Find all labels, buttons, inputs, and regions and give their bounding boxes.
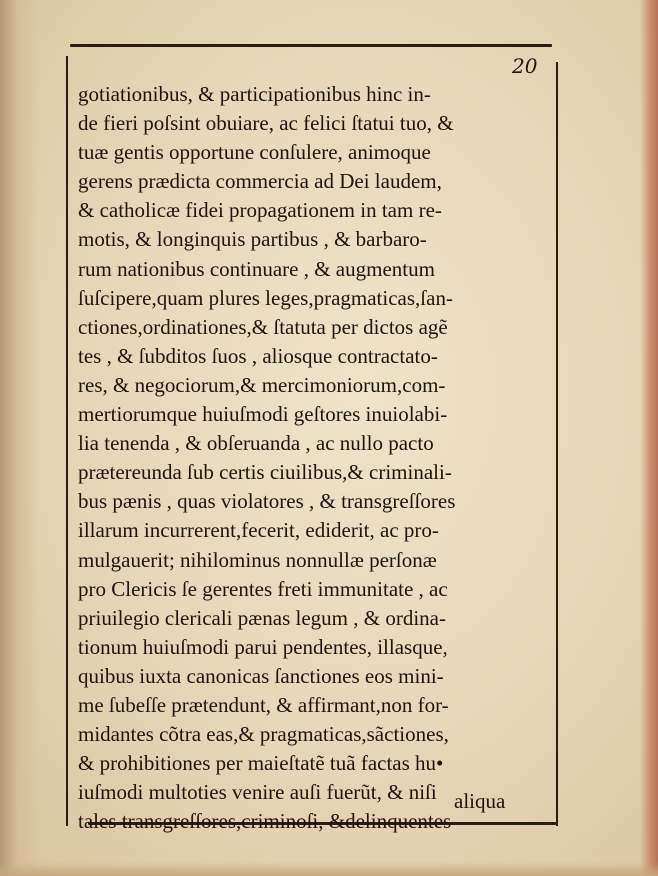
text-line: res, & negociorum,& mercimoniorum,com- [78,372,446,397]
text-line: rum nationibus continuare , & augmentum [78,256,435,281]
text-line: iuſmodi multoties venire auſi fuerũt, & niſi [78,780,437,805]
text-line: priuilegio clericali pænas legum , & ordina- [78,605,446,630]
text-line: illarum incurrerent,fecerit, ediderit, ac pro- [78,518,439,543]
text-line: de fieri poſsint obuiare, ac felici ſtatui tuo, & [78,111,454,136]
text-line: prætereunda ſub certis ciuilibus,& criminali- [78,460,452,485]
gutter-shadow [0,0,40,876]
text-line: & catholicæ fidei propagationem in tam re- [78,198,442,223]
page-edge-right [640,0,658,876]
frame-rule-right [556,62,558,826]
frame-rule-left [66,56,68,826]
text-line: tales transgreſſores,criminoſi, &delinquentes [78,809,452,834]
text-line: midantes cõtra eas,& pragmaticas,sãctiones, [78,722,449,747]
text-line: me ſubeſſe prætendunt, & affirmant,non for- [78,692,449,717]
text-line: tionum huiuſmodi parui pendentes, illasque, [78,634,448,659]
text-line: bus pænis , quas violatores , & transgreſſores [78,489,456,514]
page-edge-bottom [0,862,658,876]
text-line: quibus iuxta canonicas ſanctiones eos mini- [78,663,444,688]
text-line: mulgauerit; nihilominus nonnullæ perſonæ [78,547,437,572]
text-line: mertiorumque huiuſmodi geſtores inuiolabi- [78,402,448,427]
text-line: ſuſcipere,quam plures leges,pragmaticas,ſan- [78,285,453,310]
text-line: tuæ gentis opportune conſulere, animoque [78,140,431,165]
text-line: pro Clericis ſe gerentes freti immunitate , ac [78,576,448,601]
page-number: 20 [512,54,538,78]
text-line: motis, & longinquis partibus , & barbaro- [78,227,427,252]
catchword: aliqua [454,789,506,813]
body-text [78,80,548,836]
text-line: tes , & ſubditos ſuos , aliosque contractato- [78,343,438,368]
text-line: ctiones,ordinationes,& ſtatuta per dictos agẽ [78,314,448,339]
frame-rule-top [70,44,552,47]
text-line: lia tenenda , & obſeruanda , ac nullo pacto [78,431,434,456]
text-line: & prohibitiones per maieſtatẽ tuã factas hu• [78,751,444,776]
text-line: gerens prædicta commercia ad Dei laudem, [78,169,442,194]
text-line: gotiationibus, & participationibus hinc in- [78,82,431,106]
